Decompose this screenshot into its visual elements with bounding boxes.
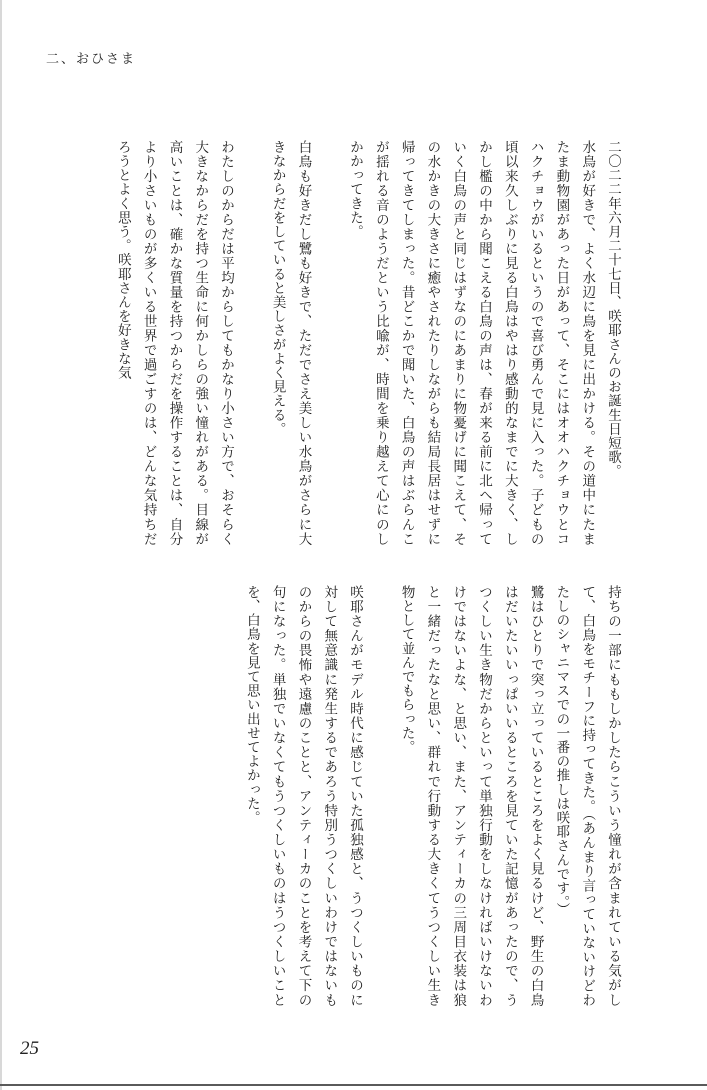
essay-heading: 二〇二二年六月二十七日、咲耶さんのお誕生日短歌。 xyxy=(605,140,621,479)
paragraph: 鷺はひとりで突っ立っているところをよく見るけど、野生の白鳥はだいたいいっぱいいるところを見ていた記憶があったので、うつくしい生き物だからといって単独行動をしなければいけないわけではないよな、と思い、また、アンティーカの三周目衣装は狼と一緒だったなと思い、群れで行動する大きくてうつくしい生き物として並んでもらった。 xyxy=(398,585,544,1007)
page-number: 25 xyxy=(20,1038,39,1059)
paragraph: 咲耶さんがモデル時代に感じていた孤独感と、うつくしいものに対して無意識に発生するであろう特別うつくしいわけではないものからの畏怖や遠慮のことと、アンティーカのことを考えて下の句になった。単独でいなくてもうつくしいものはうつくしいことを、白鳥を見て思い出せてよかった。 xyxy=(243,585,364,1007)
paragraph: 持ちの一部にももしかしたらこういう憧れが含まれている気がして、白鳥をモチーフに持ってきた。（あんまり言っていないけどわたしのシャニマスでの一番の推しは咲耶さんです。） xyxy=(553,585,621,1007)
paragraph: わたしのからだは平均からしてもかなり小さい方で、おそらく大きなからだを持つ生命に何かしらの強い憧れがある。目線が高いことは、確かな質量を持つからだを操作することは、自分より小さいものが多くいる世界で過ごすのは、どんな気持ちだろうとよく思う。咲耶さんを好きな気 xyxy=(114,140,235,546)
lower-text-block xyxy=(55,585,625,1007)
bottom-rule xyxy=(0,1084,707,1086)
chapter-title: 二、おひさま xyxy=(46,52,137,67)
upper-text-block xyxy=(55,140,625,546)
paragraph: 水鳥が好きで、よく水辺に鳥を見に出かける。その道中にたまたま動物園があった日があって、そこにはオオハクチョウとコハクチョウがいるというので喜び勇んで見に入った。子どもの頃以来久しぶりに見る白鳥はやはり感動的なまでに大きく、しかし檻の中から聞こえる白鳥の声は、春が来る前に北へ帰っていく白鳥の声と同じはずなのにあまりに物憂げに聞こえて、その水かきの大きさに癒やされたりしながらも結局長居はせずに帰ってきてしまった。昔どこかで聞いた、白鳥の声はぶらんこが揺れる音のようだという比喩が、時間を乗り越えて心にのしかかってきた。 xyxy=(347,140,596,546)
paragraph: 白鳥も好きだし鷺も好きで、ただでさえ美しい水鳥がさらに大きなからだをしていると美しさがよく見える。 xyxy=(269,140,312,546)
page-edge xyxy=(0,0,2,1090)
